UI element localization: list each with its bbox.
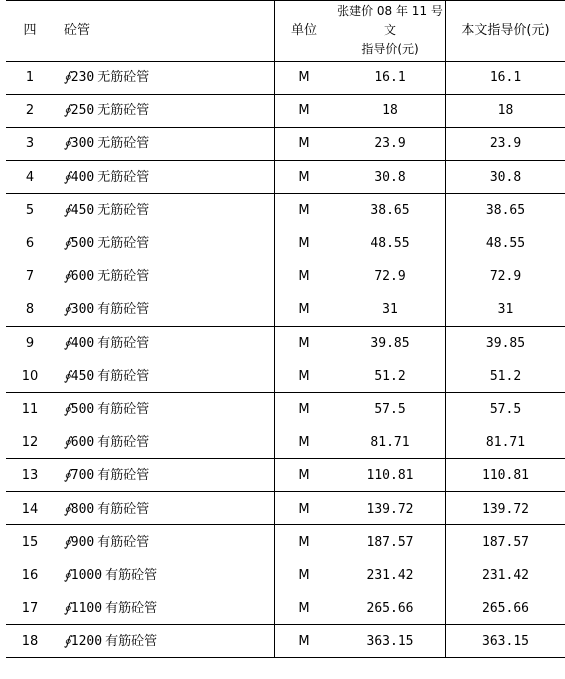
- item-name: [64, 260, 272, 293]
- diameter-symbol: ∮: [64, 402, 71, 417]
- item-name: [64, 293, 272, 326]
- current-price-cell: 39.85: [485, 335, 526, 351]
- row-border: [6, 160, 565, 161]
- table-row: [6, 260, 565, 293]
- table-row: [6, 194, 565, 227]
- unit-cell: M: [298, 501, 310, 517]
- item-name: [64, 393, 272, 426]
- row-border: [6, 0, 565, 1]
- row-border: [6, 524, 565, 525]
- unit-cell: M: [298, 534, 310, 550]
- pipe-diameter: 1100: [70, 601, 103, 617]
- pipe-type: 无筋砼管: [97, 136, 150, 152]
- pipe-diameter: 1200: [70, 634, 103, 650]
- reference-price-cell: 139.72: [366, 501, 414, 517]
- item-name: [64, 227, 272, 260]
- row-number: 7: [25, 269, 35, 285]
- header-reference-price-line2: 文: [383, 23, 396, 37]
- unit-cell: M: [298, 435, 310, 451]
- item-name: [64, 327, 272, 360]
- row-number: 18: [21, 634, 39, 650]
- pipe-type: 有筋砼管: [97, 368, 150, 384]
- item-name: [64, 625, 272, 658]
- row-number: 5: [25, 202, 35, 218]
- current-price-cell: 30.8: [489, 169, 522, 185]
- pipe-type: 无筋砼管: [97, 169, 150, 185]
- row-number: 17: [21, 601, 39, 617]
- row-number: 6: [25, 236, 35, 251]
- current-price-cell: 18: [497, 103, 514, 119]
- row-border: [6, 127, 565, 128]
- row-number: 2: [25, 103, 35, 119]
- diameter-symbol: ∮: [64, 601, 71, 617]
- table-row: [6, 426, 565, 459]
- reference-price-cell: 48.55: [370, 236, 410, 251]
- current-price-cell: 139.72: [482, 501, 529, 517]
- pipe-diameter: 400: [70, 169, 95, 185]
- table-row: [6, 526, 565, 559]
- row-border: [6, 94, 565, 95]
- table-row: [6, 459, 565, 492]
- diameter-symbol: ∮: [64, 70, 71, 85]
- item-name: [64, 592, 272, 625]
- unit-cell: M: [298, 302, 310, 318]
- reference-price-cell: 51.2: [374, 368, 406, 384]
- row-number: 12: [21, 435, 39, 451]
- reference-price-cell: 23.9: [374, 136, 406, 152]
- current-price-cell: 31: [497, 302, 514, 318]
- table-row: [6, 61, 565, 94]
- row-border: [6, 61, 565, 62]
- reference-price-cell: 18: [382, 103, 398, 119]
- unit-cell: M: [298, 568, 310, 583]
- current-price-cell: 110.81: [482, 468, 529, 484]
- pipe-diameter: 600: [70, 435, 95, 451]
- diameter-symbol: ∮: [64, 634, 71, 650]
- unit-cell: M: [298, 136, 310, 152]
- reference-price-cell: 38.65: [370, 202, 410, 218]
- column-border: [274, 0, 275, 658]
- reference-price-cell: 57.5: [374, 402, 406, 417]
- reference-price-cell: 187.57: [366, 534, 414, 550]
- unit-cell: M: [298, 202, 310, 218]
- table-row: [6, 127, 565, 160]
- reference-price-cell: 265.66: [366, 601, 414, 617]
- diameter-symbol: ∮: [64, 335, 71, 351]
- pipe-type: 无筋砼管: [97, 103, 150, 119]
- row-border: [6, 326, 565, 327]
- row-number: 4: [25, 169, 35, 185]
- pipe-diameter: 230: [70, 70, 95, 85]
- reference-price-cell: 31: [382, 302, 398, 318]
- diameter-symbol: ∮: [64, 236, 71, 251]
- table-row: [6, 393, 565, 426]
- pipe-type: 有筋砼管: [97, 501, 150, 517]
- current-price-cell: 57.5: [489, 402, 522, 417]
- current-price-cell: 48.55: [485, 236, 526, 251]
- table-row: [6, 94, 565, 127]
- reference-price-cell: 81.71: [370, 435, 410, 451]
- item-name: [64, 194, 272, 227]
- column-border: [445, 0, 446, 658]
- current-price-cell: 38.65: [485, 202, 526, 218]
- pipe-diameter: 250: [70, 103, 95, 119]
- table-row: [6, 161, 565, 194]
- header-reference-price-line3: 指导价(元): [361, 42, 419, 56]
- item-name: [64, 94, 272, 127]
- table-row: [6, 360, 565, 393]
- reference-price-cell: 16.1: [374, 70, 406, 85]
- pipe-diameter: 600: [70, 269, 95, 285]
- current-price-cell: 363.15: [482, 634, 529, 650]
- header-current-price: 本文指导价(元): [461, 23, 550, 38]
- row-number: 15: [21, 534, 39, 550]
- table-row: [6, 625, 565, 658]
- pipe-type: 无筋砼管: [97, 202, 150, 218]
- header-number: 四: [23, 23, 37, 38]
- item-name: [64, 526, 272, 559]
- pipe-type: 有筋砼管: [97, 402, 150, 417]
- pipe-diameter: 700: [70, 468, 95, 484]
- reference-price-cell: 363.15: [366, 634, 414, 650]
- header-reference-price: [334, 0, 446, 61]
- row-border: [6, 458, 565, 459]
- pipe-diameter: 300: [70, 302, 95, 318]
- item-name: [64, 61, 272, 94]
- current-price-cell: 51.2: [489, 368, 522, 384]
- table-row: [6, 293, 565, 326]
- row-border: [6, 193, 565, 194]
- table-row: [6, 559, 565, 592]
- row-number: 16: [21, 568, 39, 583]
- row-border: [6, 491, 565, 492]
- unit-cell: M: [298, 70, 310, 85]
- reference-price-cell: 231.42: [366, 568, 414, 583]
- pipe-type: 无筋砼管: [97, 236, 150, 251]
- item-name: [64, 459, 272, 492]
- diameter-symbol: ∮: [64, 103, 71, 119]
- item-name: [64, 127, 272, 160]
- item-name: [64, 426, 272, 459]
- unit-cell: M: [298, 368, 310, 384]
- row-number: 14: [21, 501, 39, 517]
- diameter-symbol: ∮: [64, 202, 71, 218]
- pipe-diameter: 450: [70, 202, 95, 218]
- unit-cell: M: [298, 269, 310, 285]
- pipe-type: 有筋砼管: [105, 568, 158, 583]
- row-number: 11: [21, 402, 39, 417]
- row-number: 3: [25, 136, 35, 152]
- pipe-type: 有筋砼管: [105, 634, 158, 650]
- unit-cell: M: [298, 335, 310, 351]
- current-price-cell: 231.42: [482, 568, 529, 583]
- pipe-diameter: 900: [70, 534, 95, 550]
- row-number: 10: [21, 368, 39, 384]
- pipe-type: 有筋砼管: [97, 435, 150, 451]
- reference-price-cell: 30.8: [374, 169, 406, 185]
- unit-cell: M: [298, 468, 310, 484]
- table-row: [6, 493, 565, 526]
- current-price-cell: 23.9: [489, 136, 522, 152]
- header-reference-price-line1: 张建价 08 年 11 号: [337, 4, 443, 18]
- unit-cell: M: [298, 236, 310, 251]
- diameter-symbol: ∮: [64, 269, 71, 285]
- unit-cell: M: [298, 601, 310, 617]
- row-number: 13: [21, 468, 39, 484]
- pipe-diameter: 400: [70, 335, 95, 351]
- pipe-diameter: 500: [70, 402, 95, 417]
- pipe-type: 有筋砼管: [97, 468, 150, 484]
- pipe-type: 无筋砼管: [97, 70, 150, 85]
- pipe-type: 有筋砼管: [97, 302, 150, 318]
- current-price-cell: 265.66: [482, 601, 529, 617]
- current-price-cell: 16.1: [489, 70, 522, 85]
- diameter-symbol: ∮: [64, 302, 71, 318]
- diameter-symbol: ∮: [64, 468, 71, 484]
- unit-cell: M: [298, 402, 310, 417]
- item-name: [64, 360, 272, 393]
- diameter-symbol: ∮: [64, 435, 71, 451]
- item-name: [64, 493, 272, 526]
- diameter-symbol: ∮: [64, 169, 71, 185]
- row-border: [6, 624, 565, 625]
- table-row: [6, 592, 565, 625]
- row-border: [6, 392, 565, 393]
- row-border: [6, 657, 565, 658]
- row-number: 8: [25, 302, 35, 318]
- diameter-symbol: ∮: [64, 534, 71, 550]
- pipe-diameter: 300: [70, 136, 95, 152]
- pipe-diameter: 1000: [70, 568, 103, 583]
- row-number: 1: [25, 70, 35, 85]
- row-number: 9: [25, 335, 35, 351]
- pipe-diameter: 450: [70, 368, 95, 384]
- reference-price-cell: 110.81: [366, 468, 414, 484]
- reference-price-cell: 39.85: [370, 335, 410, 351]
- unit-cell: M: [298, 634, 310, 650]
- pipe-type: 有筋砼管: [105, 601, 158, 617]
- current-price-cell: 81.71: [485, 435, 526, 451]
- diameter-symbol: ∮: [64, 568, 71, 583]
- table-row: [6, 327, 565, 360]
- diameter-symbol: ∮: [64, 368, 71, 384]
- pipe-diameter: 800: [70, 501, 95, 517]
- header-unit: 单位: [290, 23, 317, 38]
- pipe-type: 有筋砼管: [97, 335, 150, 351]
- unit-cell: M: [298, 169, 310, 185]
- header-item-name: 砼管: [64, 23, 91, 38]
- table-row: [6, 227, 565, 260]
- reference-price-cell: 72.9: [374, 269, 406, 285]
- pipe-type: 有筋砼管: [97, 534, 150, 550]
- diameter-symbol: ∮: [64, 501, 71, 517]
- price-table: [6, 0, 565, 658]
- current-price-cell: 72.9: [489, 269, 522, 285]
- current-price-cell: 187.57: [482, 534, 529, 550]
- diameter-symbol: ∮: [64, 136, 71, 152]
- pipe-type: 无筋砼管: [97, 269, 150, 285]
- pipe-diameter: 500: [70, 236, 95, 251]
- unit-cell: M: [298, 103, 310, 119]
- item-name: [64, 161, 272, 194]
- item-name: [64, 559, 272, 592]
